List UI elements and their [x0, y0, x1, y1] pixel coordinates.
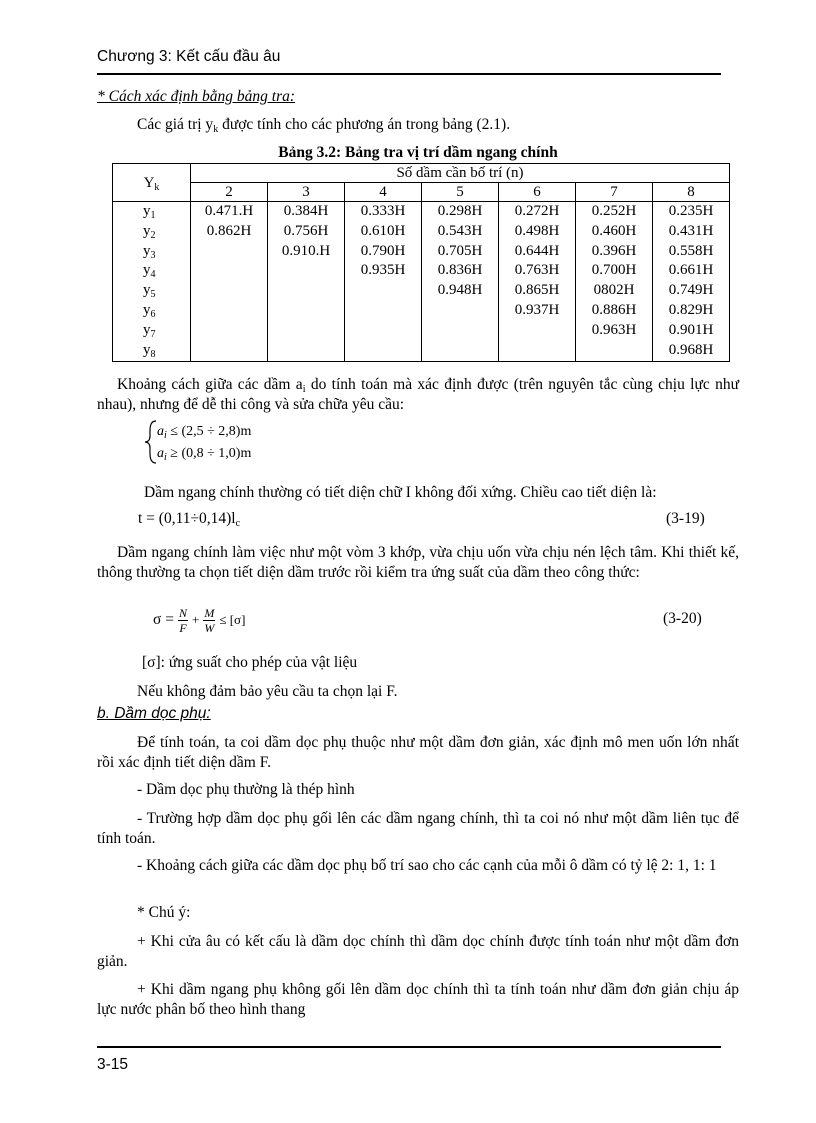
col-n5: 0.298H 0.543H 0.705H 0.836H 0.948H [422, 202, 499, 362]
section-b-paragraph-3: - Trường hợp dầm dọc phụ gối lên các dầm ngang chính, thì ta coi nó như một dầm liên tục để tính toán. [97, 810, 739, 847]
note-title: * Chú ý: [137, 904, 191, 921]
spacing-paragraph: Khoảng cách giữa các dầm $a_i$ do tính toán mà xác định được (trên nguyên tắc cùng chịu lực như nhau), nhưng để dễ thi công và sửa chữa yêu cầu: [97, 376, 739, 413]
group-header: Số dầm cần bố trí (n) [191, 164, 730, 183]
col-header: 5 [422, 183, 499, 202]
ineq-upper: $a_i \le (2,5 \div 2,8)m$ [157, 424, 252, 441]
beam-position-table [112, 163, 730, 362]
header-rule [97, 73, 721, 75]
table-caption: Bảng 3.2: Bảng tra vị trí dầm ngang chính [278, 144, 558, 161]
table-body-row [113, 202, 730, 362]
table-intro: Các giá trị $y_k$ được tính cho các phương án trong bảng (2.1). [137, 116, 511, 135]
table-method-subtitle: * Cách xác định bằng bảng tra: [97, 88, 296, 105]
equation-number-3-19: (3-19) [666, 510, 705, 527]
page-header-title: Chương 3: Kết cấu đầu âu [97, 48, 281, 65]
equation-number-3-20: (3-20) [663, 610, 702, 627]
col-n7: 0.252H 0.460H 0.396H 0.700H 0802H 0.886H 0.963H [576, 202, 653, 362]
row-labels: $y_1$ $y_2$ $y_3$ $y_4$ $y_5$ $y_6$ $y_7$ $y_8$ [113, 202, 191, 362]
page-number: 3-15 [97, 1056, 129, 1073]
section-b-paragraph-1: Để tính toán, ta coi dầm dọc phụ thuộc như một dầm đơn giản, xác định mô men uốn lớn nhất rồi xác định tiết diện dầm F. [97, 734, 739, 771]
equation-3-19: $t = (0,11\div 0,14)l_c$ [138, 510, 241, 529]
column-header-row [113, 183, 730, 202]
stress-note: [σ]: ứng suất cho phép của vật liệu [142, 654, 358, 671]
col-header: 4 [345, 183, 422, 202]
equation-3-20: σ = $\frac{N}{F}$ + $\frac{M}{W}$ ≤ [σ] [153, 605, 246, 635]
col-n3: 0.384H 0.756H 0.910.H [268, 202, 345, 362]
arch-paragraph: Dầm ngang chính làm việc như một vòm 3 khớp, vừa chịu uốn vừa chịu nén lệch tâm. Khi thiết kế, thông thường ta chọn tiết diện dầm trước rồi kiểm tra ứng suất của dầm theo công thức: [97, 544, 739, 581]
section-b-paragraph-6: + Khi dầm ngang phụ không gối lên dầm dọc chính thì ta tính toán như dầm đơn giản chịu áp lực nước phân bố theo hình thang [97, 981, 739, 1018]
col-n8: 0.235H 0.431H 0.558H 0.661H 0.749H 0.829H 0.901H 0.968H [653, 202, 730, 362]
col-header: 6 [499, 183, 576, 202]
section-b-paragraph-2: - Dầm dọc phụ thường là thép hình [137, 781, 355, 798]
footer-rule [97, 1046, 721, 1048]
col-n4: 0.333H 0.610H 0.790H 0.935H [345, 202, 422, 362]
col-header: 2 [191, 183, 268, 202]
col-n6: 0.272H 0.498H 0.644H 0.763H 0.865H 0.937H [499, 202, 576, 362]
row-header-yk: $Y_k$ [113, 164, 191, 202]
section-height-paragraph: Dầm ngang chính thường có tiết diện chữ I không đối xứng. Chiều cao tiết diện là: [144, 484, 657, 501]
section-b-paragraph-4: - Khoảng cách giữa các dầm dọc phụ bố trí sao cho các cạnh của mỗi ô dầm có tỷ lệ 2: 1, 1: 1 [137, 857, 717, 874]
section-b-title: b. Dầm dọc phụ: [97, 705, 211, 722]
col-header: 7 [576, 183, 653, 202]
col-header: 8 [653, 183, 730, 202]
col-n2: 0.471.H 0.862H [191, 202, 268, 362]
section-b-paragraph-5: + Khi cửa âu có kết cấu là dầm dọc chính thì dầm dọc chính được tính toán như một dầm đơn giản. [97, 933, 739, 970]
recheck-note: Nếu không đảm bảo yêu cầu ta chọn lại F. [137, 683, 398, 700]
ineq-lower: $a_i \ge (0,8 \div 1,0)m$ [157, 446, 252, 463]
col-header: 3 [268, 183, 345, 202]
